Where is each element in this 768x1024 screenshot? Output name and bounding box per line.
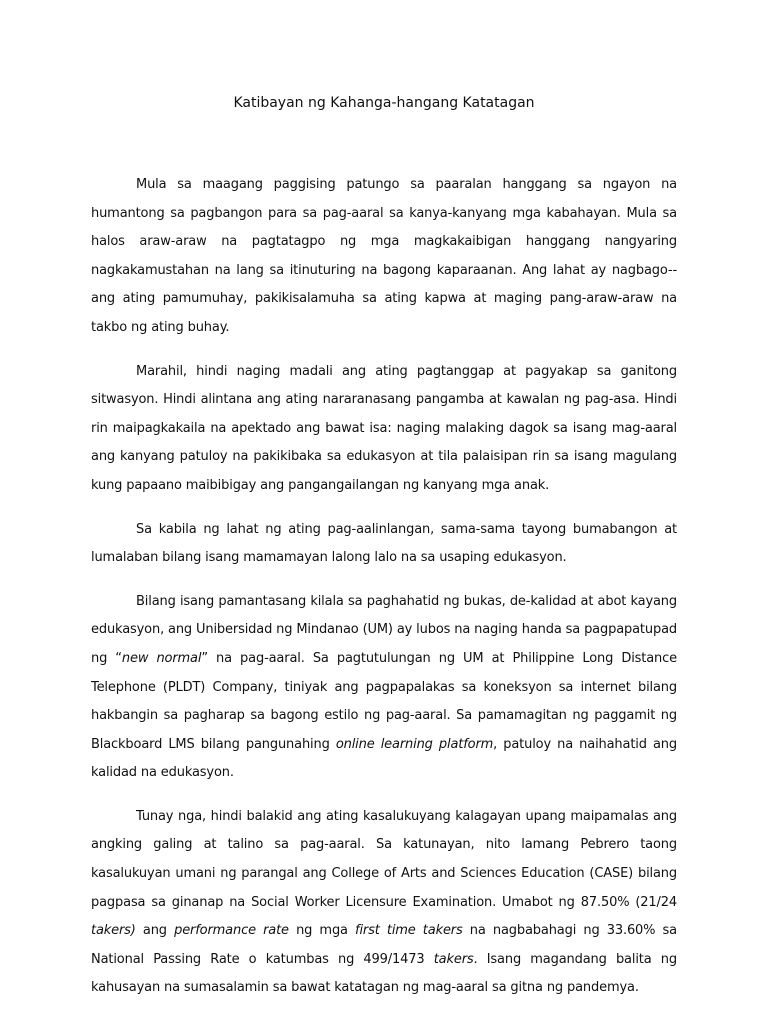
paragraph-5 [91,803,677,1003]
paragraph-4 [91,588,677,788]
paragraph-2 [91,358,677,501]
document-body [91,171,677,1018]
text-run: ” na pag-aaral. Sa pagtutulungan ng UM at Philippine Long Distance Telephone (PLDT) Company, tiniyak ang pagpapalakas sa koneksyon sa internet bilang hakbangin sa pagharap sa bagong estilo ng pag-aaral. Sa pamamagitan ng paggamit ng Blackboard LMS bilang pangunahing [91,650,677,752]
text-run: Mula sa maagang paggising patungo sa paaralan hanggang sa ngayon na humantong sa pagbangon para sa pag-aaral sa kanya-kanyang mga kabahayan. Mula sa halos araw-araw na pagtatagpo ng mga magkakaibigan hanggang nangyaring nagkakamustahan na lang sa itinuturing na bagong kaparaanan. Ang lahat ay nagbago--ang ating pamumuhay, pakikisalamuha sa ating kapwa at maging pang-araw-araw na takbo ng ating buhay. [91,177,677,335]
italic-text: performance rate [174,923,289,939]
paragraph-1 [91,171,677,343]
text-run: ng mga [288,923,356,939]
italic-text: new normal [121,650,202,666]
text-run: Marahil, hindi naging madali ang ating pagtanggap at pagyakap sa ganitong sitwasyon. Hindi alintana ang ating nararanasang pangamba at kawalan ng pag-asa. Hindi rin maipagkakaila na apektado ang bawat isa: naging malaking dagok sa isang mag-aaral ang kanyang patuloy na pakikibaka sa edukasyon at tila palaisipan rin sa isang magulang kung papaano maibibigay ang pangangailangan ng kanyang mga anak. [91,363,677,493]
italic-text: takers [433,951,474,967]
italic-text: takers) [91,923,136,939]
text-run: Bilang isang pamantasang kilala sa paghahatid ng bukas, de-kalidad at abot kayang edukasyon, ang Unibersidad ng Mindanao (UM) ay lubos na naging handa sa pagpapatupad ng “ [91,593,677,666]
italic-text: first time takers [355,923,463,939]
document-title: Katibayan ng Kahanga-hangang Katatagan [233,95,535,111]
italic-text: online learning platform [335,736,494,752]
text-run: Tunay nga, hindi balakid ang ating kasalukuyang kalagayan upang maipamalas ang angking galing at talino sa pag-aaral. Sa katunayan, nito lamang Pebrero taong kasalukuyan umani ng parangal ang College of Arts and Sciences Education (CASE) bilang pagpasa sa ginanap na Social Worker Licensure Examination. Umabot ng 87.50% (21/24 [91,808,677,910]
text-run: ang [135,923,175,939]
text-run: Sa kabila ng lahat ng ating pag-aalinlangan, sama-sama tayong bumabangon at lumalaban bilang isang mamamayan lalong lalo na sa usaping edukasyon. [91,521,677,566]
text-run: . Isang magandang balita ng kahusayan na sumasalamin sa bawat katatagan ng mag-aaral sa gitna ng pandemya. [91,951,677,996]
text-run: , patuloy na naihahatid ang kalidad na edukasyon. [91,736,677,781]
paragraph-3 [91,516,677,573]
text-run: na nagbabahagi ng 33.60% sa National Passing Rate o katumbas ng 499/1473 [91,923,677,967]
